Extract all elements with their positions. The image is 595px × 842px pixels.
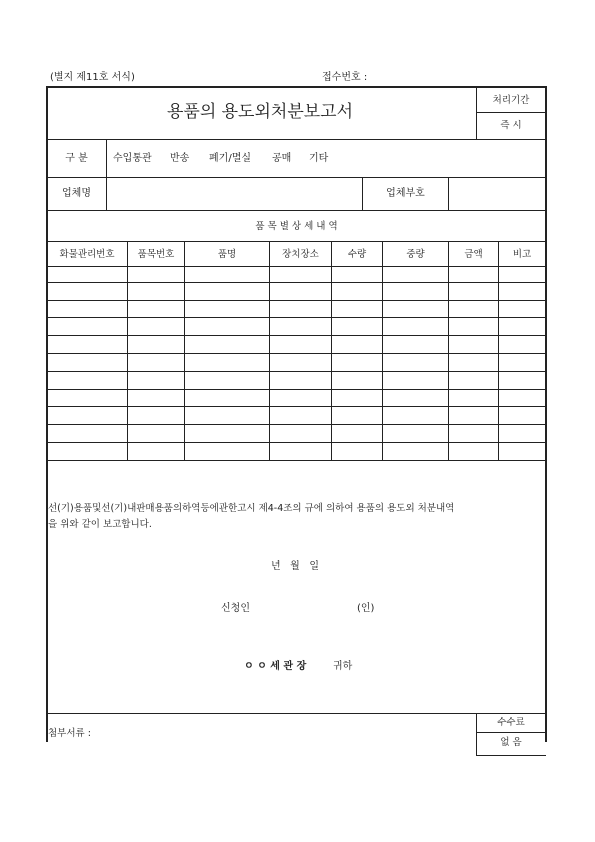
category-option-other: 기타: [309, 153, 329, 164]
attachments-top-line: [47, 713, 546, 714]
report-date: 년 월 일: [270, 561, 320, 572]
fee-value: 없 음: [500, 737, 522, 748]
company-row-bottom: [47, 210, 546, 211]
processing-period-value: 즉 시: [500, 120, 522, 131]
table-header-storage-place: 장치장소: [282, 249, 319, 260]
table-bottom-line: [47, 460, 546, 461]
table-row-line: [47, 282, 546, 283]
items-section-title: 품 목 별 상 세 내 역: [255, 221, 338, 232]
table-col-divider: [127, 241, 128, 460]
table-header-weight: 중량: [406, 249, 425, 260]
company-code-divider-right: [448, 177, 449, 210]
table-col-divider: [498, 241, 499, 460]
category-label: 구 분: [65, 153, 88, 164]
category-row-bottom: [47, 177, 546, 178]
form-title: 용품의 용도외처분보고서: [166, 102, 354, 122]
table-header-cargo-number: 화물관리번호: [59, 249, 115, 260]
processing-mid-line: [476, 112, 546, 113]
table-col-divider: [382, 241, 383, 460]
table-row-line: [47, 424, 546, 425]
receipt-number-label: 접수번호 :: [322, 72, 368, 83]
processing-period-label: 처리기간: [492, 95, 530, 106]
table-header-item-name: 품명: [217, 249, 237, 260]
statement-line-1: 선(기)용품및선(기)내판매용품의하역등에관한고시 제4-4조의 규에 의하여 용품의 용도외 처분내역: [48, 503, 455, 514]
fee-bottom-line: [476, 755, 546, 756]
category-option-disposal: 폐기/멸실: [209, 153, 252, 164]
fee-label: 수수료: [497, 717, 525, 728]
category-option-return: 반송: [170, 153, 190, 164]
applicant-label: 신청인: [221, 603, 250, 614]
form-right-border: [545, 86, 547, 742]
table-row-line: [47, 353, 546, 354]
company-name-divider: [106, 177, 107, 210]
title-row-bottom: [47, 139, 546, 140]
attachments-label: 첨부서류 :: [48, 728, 91, 739]
applicant-seal: (인): [357, 603, 375, 614]
table-row-line: [47, 317, 546, 318]
fee-mid-line: [476, 732, 546, 733]
table-row-line: [47, 406, 546, 407]
category-option-auction: 공매: [272, 153, 292, 164]
table-header-quantity: 수량: [347, 249, 367, 260]
form-number: (별지 제11호 서식): [50, 72, 135, 83]
table-row-line: [47, 371, 546, 372]
table-col-divider: [184, 241, 185, 460]
table-header-amount: 금액: [464, 249, 483, 260]
company-code-label: 업체부호: [386, 188, 425, 199]
table-row-line: [47, 300, 546, 301]
customs-office-name: ㅇ ㅇ 세 관 장: [244, 661, 307, 672]
items-section-bottom: [47, 241, 546, 242]
table-row-line: [47, 442, 546, 443]
form-left-border: [46, 86, 48, 742]
category-divider: [106, 139, 107, 177]
table-col-divider: [331, 241, 332, 460]
table-header-remarks: 비고: [512, 249, 532, 260]
table-row-line: [47, 266, 546, 267]
table-row-line: [47, 389, 546, 390]
category-option-import: 수입통관: [113, 153, 152, 164]
addressee-honorific: 귀하: [333, 661, 353, 672]
statement-line-2: 을 위와 같이 보고합니다.: [48, 519, 152, 530]
table-row-line: [47, 335, 546, 336]
company-name-label: 업체명: [62, 188, 91, 199]
table-header-item-number: 품목번호: [137, 249, 175, 260]
table-col-divider: [269, 241, 270, 460]
form-top-border: [46, 86, 547, 88]
table-col-divider: [448, 241, 449, 460]
